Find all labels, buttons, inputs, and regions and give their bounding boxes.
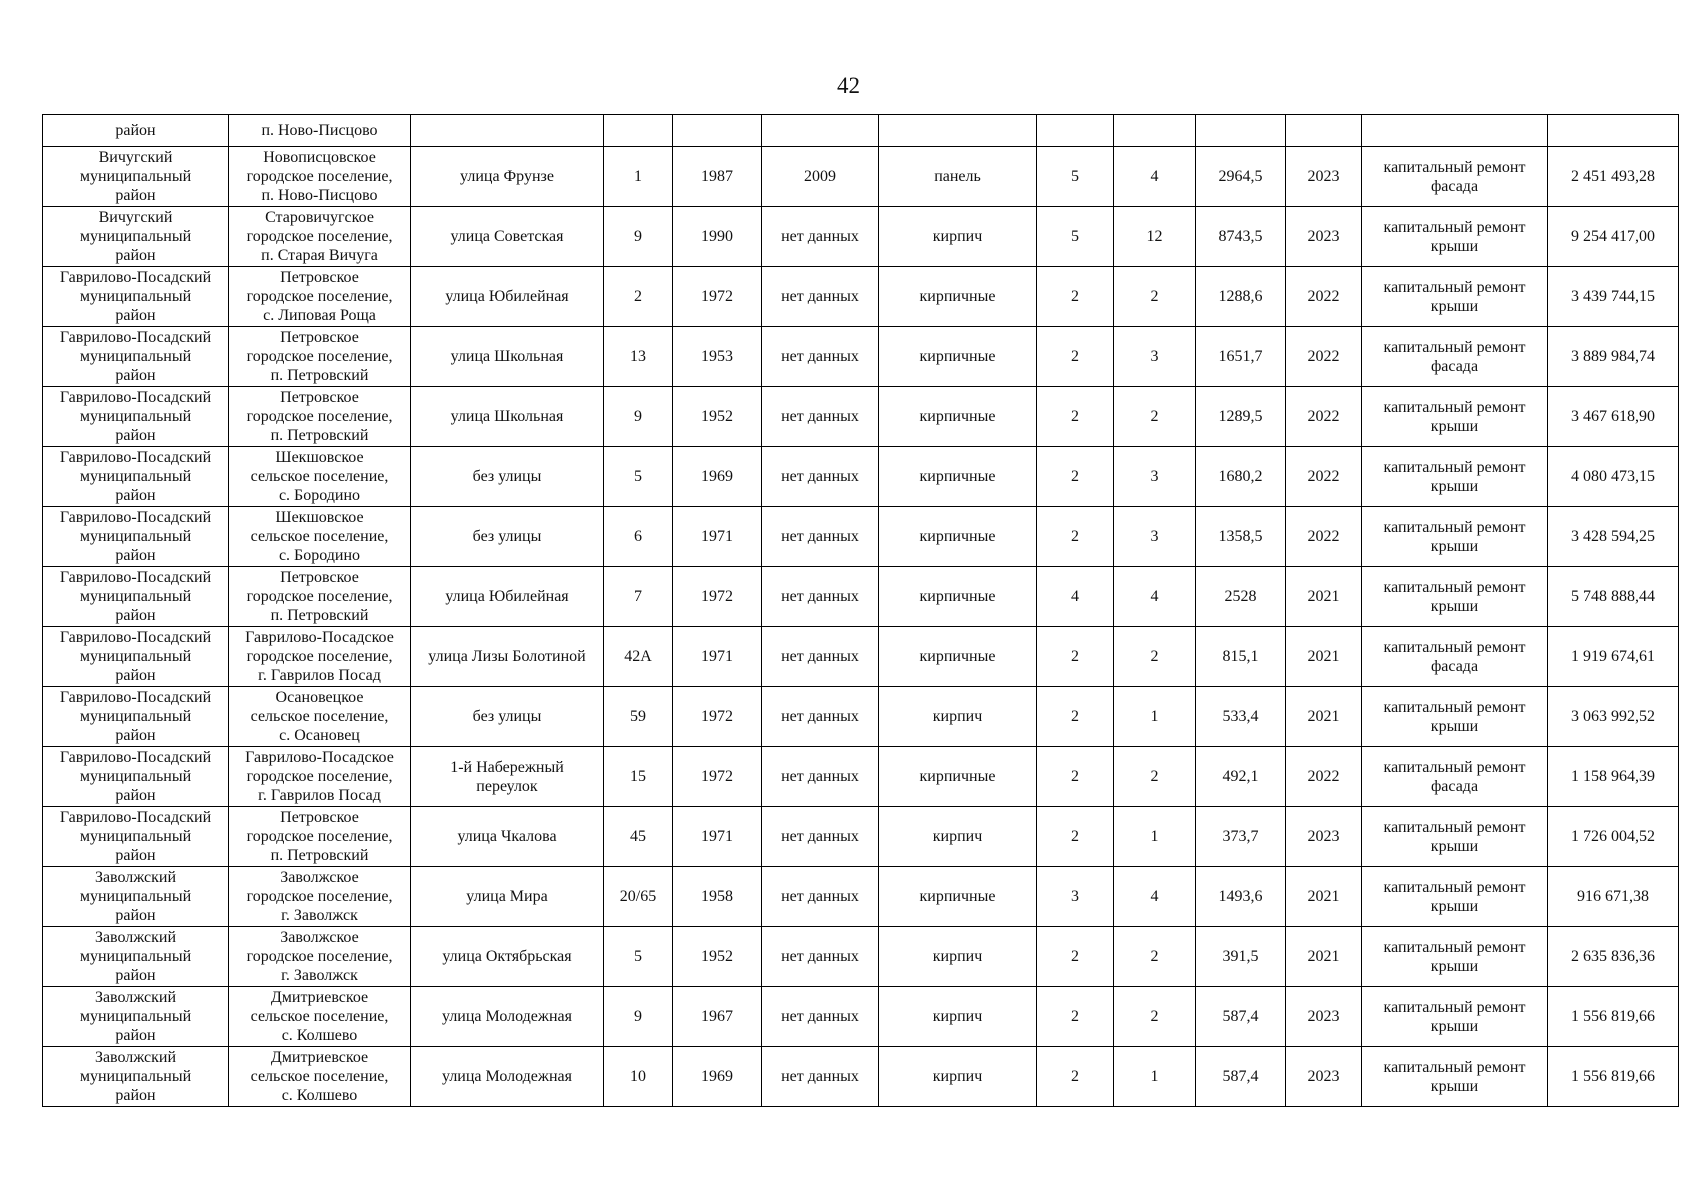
district-cell: Заволжский муниципальный район bbox=[43, 867, 229, 927]
reconstruction-year-cell: нет данных bbox=[762, 1047, 879, 1107]
wall-material-cell: кирпичные bbox=[879, 267, 1037, 327]
table-row bbox=[43, 267, 1679, 327]
street-cell: улица Молодежная bbox=[411, 1047, 604, 1107]
work-type-cell: капитальный ремонт фасада bbox=[1362, 147, 1548, 207]
house-number-cell: 45 bbox=[604, 807, 673, 867]
reconstruction-year-cell: нет данных bbox=[762, 447, 879, 507]
build-year-cell: 1972 bbox=[673, 267, 762, 327]
reconstruction-year-cell: нет данных bbox=[762, 327, 879, 387]
house-number-cell: 13 bbox=[604, 327, 673, 387]
work-type-cell: капитальный ремонт крыши bbox=[1362, 927, 1548, 987]
settlement-cell: Заволжское городское поселение, г. Заволжск bbox=[229, 867, 411, 927]
table-row bbox=[43, 507, 1679, 567]
plan-year-cell: 2021 bbox=[1286, 687, 1362, 747]
reconstruction-year-cell: нет данных bbox=[762, 687, 879, 747]
wall-material-cell: кирпич bbox=[879, 207, 1037, 267]
area-cell bbox=[1196, 115, 1286, 147]
build-year-cell: 1987 bbox=[673, 147, 762, 207]
settlement-cell: Петровское городское поселение, п. Петровский bbox=[229, 327, 411, 387]
plan-year-cell: 2022 bbox=[1286, 447, 1362, 507]
district-cell: Гаврилово-Посадский муниципальный район bbox=[43, 387, 229, 447]
build-year-cell: 1952 bbox=[673, 927, 762, 987]
floors-cell: 4 bbox=[1037, 567, 1114, 627]
house-number-cell: 7 bbox=[604, 567, 673, 627]
house-number-cell bbox=[604, 115, 673, 147]
reconstruction-year-cell: нет данных bbox=[762, 387, 879, 447]
street-cell: улица Юбилейная bbox=[411, 267, 604, 327]
table-row bbox=[43, 687, 1679, 747]
settlement-cell: Гаврилово-Посадское городское поселение, г. Гаврилов Посад bbox=[229, 747, 411, 807]
house-number-cell: 1 bbox=[604, 147, 673, 207]
settlement-cell: Шекшовское сельское поселение, с. Бородино bbox=[229, 507, 411, 567]
table-row bbox=[43, 1047, 1679, 1107]
reconstruction-year-cell: нет данных bbox=[762, 567, 879, 627]
street-cell: без улицы bbox=[411, 447, 604, 507]
settlement-cell: Шекшовское сельское поселение, с. Бородино bbox=[229, 447, 411, 507]
street-cell: без улицы bbox=[411, 687, 604, 747]
work-type-cell: капитальный ремонт крыши bbox=[1362, 687, 1548, 747]
settlement-cell: п. Ново-Писцово bbox=[229, 115, 411, 147]
area-cell: 1680,2 bbox=[1196, 447, 1286, 507]
area-cell: 587,4 bbox=[1196, 987, 1286, 1047]
plan-year-cell: 2022 bbox=[1286, 327, 1362, 387]
cost-cell: 2 635 836,36 bbox=[1548, 927, 1679, 987]
cost-cell: 3 889 984,74 bbox=[1548, 327, 1679, 387]
cost-cell: 3 428 594,25 bbox=[1548, 507, 1679, 567]
floors-cell: 5 bbox=[1037, 147, 1114, 207]
floors-cell: 2 bbox=[1037, 507, 1114, 567]
floors-cell: 2 bbox=[1037, 987, 1114, 1047]
wall-material-cell: кирпич bbox=[879, 987, 1037, 1047]
entrances-cell: 1 bbox=[1114, 807, 1196, 867]
area-cell: 391,5 bbox=[1196, 927, 1286, 987]
cost-cell: 9 254 417,00 bbox=[1548, 207, 1679, 267]
table-row bbox=[43, 987, 1679, 1047]
floors-cell: 2 bbox=[1037, 627, 1114, 687]
settlement-cell: Старовичугское городское поселение, п. Старая Вичуга bbox=[229, 207, 411, 267]
house-number-cell: 5 bbox=[604, 927, 673, 987]
house-number-cell: 15 bbox=[604, 747, 673, 807]
table-row bbox=[43, 447, 1679, 507]
cost-cell: 2 451 493,28 bbox=[1548, 147, 1679, 207]
floors-cell: 2 bbox=[1037, 687, 1114, 747]
plan-year-cell: 2023 bbox=[1286, 807, 1362, 867]
floors-cell bbox=[1037, 115, 1114, 147]
area-cell: 1289,5 bbox=[1196, 387, 1286, 447]
street-cell: улица Октябрьская bbox=[411, 927, 604, 987]
entrances-cell: 4 bbox=[1114, 867, 1196, 927]
floors-cell: 2 bbox=[1037, 327, 1114, 387]
wall-material-cell: кирпичные bbox=[879, 327, 1037, 387]
street-cell: улица Чкалова bbox=[411, 807, 604, 867]
house-number-cell: 42А bbox=[604, 627, 673, 687]
entrances-cell: 2 bbox=[1114, 927, 1196, 987]
entrances-cell: 3 bbox=[1114, 507, 1196, 567]
wall-material-cell bbox=[879, 115, 1037, 147]
table-row bbox=[43, 387, 1679, 447]
settlement-cell: Гаврилово-Посадское городское поселение, г. Гаврилов Посад bbox=[229, 627, 411, 687]
settlement-cell: Петровское городское поселение, п. Петровский bbox=[229, 387, 411, 447]
area-cell: 2964,5 bbox=[1196, 147, 1286, 207]
wall-material-cell: кирпичные bbox=[879, 507, 1037, 567]
house-number-cell: 9 bbox=[604, 207, 673, 267]
build-year-cell: 1953 bbox=[673, 327, 762, 387]
table-row bbox=[43, 627, 1679, 687]
floors-cell: 2 bbox=[1037, 267, 1114, 327]
plan-year-cell bbox=[1286, 115, 1362, 147]
entrances-cell: 3 bbox=[1114, 447, 1196, 507]
floors-cell: 2 bbox=[1037, 1047, 1114, 1107]
reconstruction-year-cell bbox=[762, 115, 879, 147]
plan-year-cell: 2022 bbox=[1286, 507, 1362, 567]
wall-material-cell: кирпич bbox=[879, 807, 1037, 867]
entrances-cell: 2 bbox=[1114, 747, 1196, 807]
entrances-cell: 12 bbox=[1114, 207, 1196, 267]
build-year-cell: 1972 bbox=[673, 567, 762, 627]
entrances-cell: 2 bbox=[1114, 627, 1196, 687]
table-row bbox=[43, 807, 1679, 867]
cost-cell bbox=[1548, 115, 1679, 147]
reconstruction-year-cell: нет данных bbox=[762, 207, 879, 267]
district-cell: район bbox=[43, 115, 229, 147]
settlement-cell: Петровское городское поселение, с. Липовая Роща bbox=[229, 267, 411, 327]
entrances-cell: 4 bbox=[1114, 567, 1196, 627]
wall-material-cell: кирпич bbox=[879, 687, 1037, 747]
area-cell: 533,4 bbox=[1196, 687, 1286, 747]
settlement-cell: Осановецкое сельское поселение, с. Осановец bbox=[229, 687, 411, 747]
plan-year-cell: 2021 bbox=[1286, 927, 1362, 987]
floors-cell: 2 bbox=[1037, 807, 1114, 867]
reconstruction-year-cell: 2009 bbox=[762, 147, 879, 207]
cost-cell: 1 556 819,66 bbox=[1548, 1047, 1679, 1107]
build-year-cell: 1972 bbox=[673, 687, 762, 747]
floors-cell: 2 bbox=[1037, 927, 1114, 987]
table-row bbox=[43, 147, 1679, 207]
wall-material-cell: кирпичные bbox=[879, 867, 1037, 927]
house-number-cell: 5 bbox=[604, 447, 673, 507]
house-number-cell: 2 bbox=[604, 267, 673, 327]
work-type-cell: капитальный ремонт крыши bbox=[1362, 267, 1548, 327]
district-cell: Вичугский муниципальный район bbox=[43, 147, 229, 207]
cost-cell: 1 919 674,61 bbox=[1548, 627, 1679, 687]
district-cell: Гаврилово-Посадский муниципальный район bbox=[43, 807, 229, 867]
floors-cell: 2 bbox=[1037, 747, 1114, 807]
district-cell: Заволжский муниципальный район bbox=[43, 1047, 229, 1107]
work-type-cell: капитальный ремонт фасада bbox=[1362, 747, 1548, 807]
registry-table bbox=[42, 114, 1679, 1107]
plan-year-cell: 2022 bbox=[1286, 747, 1362, 807]
district-cell: Гаврилово-Посадский муниципальный район bbox=[43, 627, 229, 687]
district-cell: Заволжский муниципальный район bbox=[43, 927, 229, 987]
registry-table-body bbox=[43, 115, 1679, 1107]
wall-material-cell: панель bbox=[879, 147, 1037, 207]
build-year-cell: 1971 bbox=[673, 507, 762, 567]
district-cell: Вичугский муниципальный район bbox=[43, 207, 229, 267]
work-type-cell: капитальный ремонт фасада bbox=[1362, 627, 1548, 687]
house-number-cell: 10 bbox=[604, 1047, 673, 1107]
district-cell: Гаврилово-Посадский муниципальный район bbox=[43, 567, 229, 627]
street-cell: улица Мира bbox=[411, 867, 604, 927]
reconstruction-year-cell: нет данных bbox=[762, 807, 879, 867]
wall-material-cell: кирпич bbox=[879, 927, 1037, 987]
cost-cell: 4 080 473,15 bbox=[1548, 447, 1679, 507]
wall-material-cell: кирпичные bbox=[879, 747, 1037, 807]
build-year-cell: 1967 bbox=[673, 987, 762, 1047]
plan-year-cell: 2022 bbox=[1286, 267, 1362, 327]
area-cell: 1493,6 bbox=[1196, 867, 1286, 927]
street-cell: улица Советская bbox=[411, 207, 604, 267]
district-cell: Гаврилово-Посадский муниципальный район bbox=[43, 447, 229, 507]
build-year-cell: 1958 bbox=[673, 867, 762, 927]
page-number: 42 bbox=[837, 73, 860, 98]
work-type-cell: капитальный ремонт крыши bbox=[1362, 987, 1548, 1047]
entrances-cell: 4 bbox=[1114, 147, 1196, 207]
work-type-cell bbox=[1362, 115, 1548, 147]
work-type-cell: капитальный ремонт крыши bbox=[1362, 207, 1548, 267]
reconstruction-year-cell: нет данных bbox=[762, 867, 879, 927]
street-cell: улица Школьная bbox=[411, 387, 604, 447]
floors-cell: 2 bbox=[1037, 387, 1114, 447]
reconstruction-year-cell: нет данных bbox=[762, 927, 879, 987]
area-cell: 1358,5 bbox=[1196, 507, 1286, 567]
house-number-cell: 9 bbox=[604, 987, 673, 1047]
street-cell: улица Лизы Болотиной bbox=[411, 627, 604, 687]
settlement-cell: Заволжское городское поселение, г. Заволжск bbox=[229, 927, 411, 987]
area-cell: 815,1 bbox=[1196, 627, 1286, 687]
build-year-cell: 1971 bbox=[673, 627, 762, 687]
plan-year-cell: 2022 bbox=[1286, 387, 1362, 447]
wall-material-cell: кирпичные bbox=[879, 627, 1037, 687]
floors-cell: 5 bbox=[1037, 207, 1114, 267]
district-cell: Гаврилово-Посадский муниципальный район bbox=[43, 687, 229, 747]
cost-cell: 1 158 964,39 bbox=[1548, 747, 1679, 807]
house-number-cell: 9 bbox=[604, 387, 673, 447]
cost-cell: 3 467 618,90 bbox=[1548, 387, 1679, 447]
plan-year-cell: 2023 bbox=[1286, 1047, 1362, 1107]
house-number-cell: 6 bbox=[604, 507, 673, 567]
work-type-cell: капитальный ремонт крыши bbox=[1362, 807, 1548, 867]
entrances-cell bbox=[1114, 115, 1196, 147]
wall-material-cell: кирпичные bbox=[879, 567, 1037, 627]
district-cell: Гаврилово-Посадский муниципальный район bbox=[43, 267, 229, 327]
area-cell: 492,1 bbox=[1196, 747, 1286, 807]
house-number-cell: 59 bbox=[604, 687, 673, 747]
cost-cell: 5 748 888,44 bbox=[1548, 567, 1679, 627]
wall-material-cell: кирпичные bbox=[879, 447, 1037, 507]
area-cell: 8743,5 bbox=[1196, 207, 1286, 267]
area-cell: 587,4 bbox=[1196, 1047, 1286, 1107]
street-cell bbox=[411, 115, 604, 147]
district-cell: Гаврилово-Посадский муниципальный район bbox=[43, 507, 229, 567]
settlement-cell: Дмитриевское сельское поселение, с. Колшево bbox=[229, 1047, 411, 1107]
table-row bbox=[43, 207, 1679, 267]
table-row bbox=[43, 115, 1679, 147]
reconstruction-year-cell: нет данных bbox=[762, 987, 879, 1047]
wall-material-cell: кирпич bbox=[879, 1047, 1037, 1107]
floors-cell: 3 bbox=[1037, 867, 1114, 927]
reconstruction-year-cell: нет данных bbox=[762, 507, 879, 567]
entrances-cell: 2 bbox=[1114, 267, 1196, 327]
work-type-cell: капитальный ремонт крыши bbox=[1362, 567, 1548, 627]
wall-material-cell: кирпичные bbox=[879, 387, 1037, 447]
plan-year-cell: 2021 bbox=[1286, 567, 1362, 627]
entrances-cell: 3 bbox=[1114, 327, 1196, 387]
area-cell: 1288,6 bbox=[1196, 267, 1286, 327]
entrances-cell: 2 bbox=[1114, 387, 1196, 447]
build-year-cell: 1990 bbox=[673, 207, 762, 267]
work-type-cell: капитальный ремонт крыши bbox=[1362, 507, 1548, 567]
table-row bbox=[43, 567, 1679, 627]
plan-year-cell: 2023 bbox=[1286, 147, 1362, 207]
house-number-cell: 20/65 bbox=[604, 867, 673, 927]
cost-cell: 1 726 004,52 bbox=[1548, 807, 1679, 867]
entrances-cell: 1 bbox=[1114, 687, 1196, 747]
table-row bbox=[43, 327, 1679, 387]
street-cell: 1-й Набережный переулок bbox=[411, 747, 604, 807]
reconstruction-year-cell: нет данных bbox=[762, 267, 879, 327]
build-year-cell bbox=[673, 115, 762, 147]
build-year-cell: 1952 bbox=[673, 387, 762, 447]
street-cell: улица Школьная bbox=[411, 327, 604, 387]
district-cell: Гаврилово-Посадский муниципальный район bbox=[43, 327, 229, 387]
cost-cell: 1 556 819,66 bbox=[1548, 987, 1679, 1047]
work-type-cell: капитальный ремонт крыши bbox=[1362, 867, 1548, 927]
area-cell: 2528 bbox=[1196, 567, 1286, 627]
street-cell: улица Молодежная bbox=[411, 987, 604, 1047]
cost-cell: 916 671,38 bbox=[1548, 867, 1679, 927]
cost-cell: 3 063 992,52 bbox=[1548, 687, 1679, 747]
area-cell: 373,7 bbox=[1196, 807, 1286, 867]
reconstruction-year-cell: нет данных bbox=[762, 627, 879, 687]
plan-year-cell: 2021 bbox=[1286, 627, 1362, 687]
settlement-cell: Петровское городское поселение, п. Петровский bbox=[229, 567, 411, 627]
work-type-cell: капитальный ремонт крыши bbox=[1362, 1047, 1548, 1107]
build-year-cell: 1971 bbox=[673, 807, 762, 867]
area-cell: 1651,7 bbox=[1196, 327, 1286, 387]
street-cell: без улицы bbox=[411, 507, 604, 567]
reconstruction-year-cell: нет данных bbox=[762, 747, 879, 807]
cost-cell: 3 439 744,15 bbox=[1548, 267, 1679, 327]
table-row bbox=[43, 927, 1679, 987]
plan-year-cell: 2021 bbox=[1286, 867, 1362, 927]
settlement-cell: Новописцовское городское поселение, п. Ново-Писцово bbox=[229, 147, 411, 207]
work-type-cell: капитальный ремонт фасада bbox=[1362, 327, 1548, 387]
settlement-cell: Петровское городское поселение, п. Петровский bbox=[229, 807, 411, 867]
street-cell: улица Фрунзе bbox=[411, 147, 604, 207]
district-cell: Гаврилово-Посадский муниципальный район bbox=[43, 747, 229, 807]
work-type-cell: капитальный ремонт крыши bbox=[1362, 447, 1548, 507]
entrances-cell: 2 bbox=[1114, 987, 1196, 1047]
plan-year-cell: 2023 bbox=[1286, 207, 1362, 267]
work-type-cell: капитальный ремонт крыши bbox=[1362, 387, 1548, 447]
floors-cell: 2 bbox=[1037, 447, 1114, 507]
entrances-cell: 1 bbox=[1114, 1047, 1196, 1107]
build-year-cell: 1969 bbox=[673, 1047, 762, 1107]
district-cell: Заволжский муниципальный район bbox=[43, 987, 229, 1047]
table-row bbox=[43, 747, 1679, 807]
build-year-cell: 1972 bbox=[673, 747, 762, 807]
build-year-cell: 1969 bbox=[673, 447, 762, 507]
table-row bbox=[43, 867, 1679, 927]
street-cell: улица Юбилейная bbox=[411, 567, 604, 627]
plan-year-cell: 2023 bbox=[1286, 987, 1362, 1047]
settlement-cell: Дмитриевское сельское поселение, с. Колшево bbox=[229, 987, 411, 1047]
